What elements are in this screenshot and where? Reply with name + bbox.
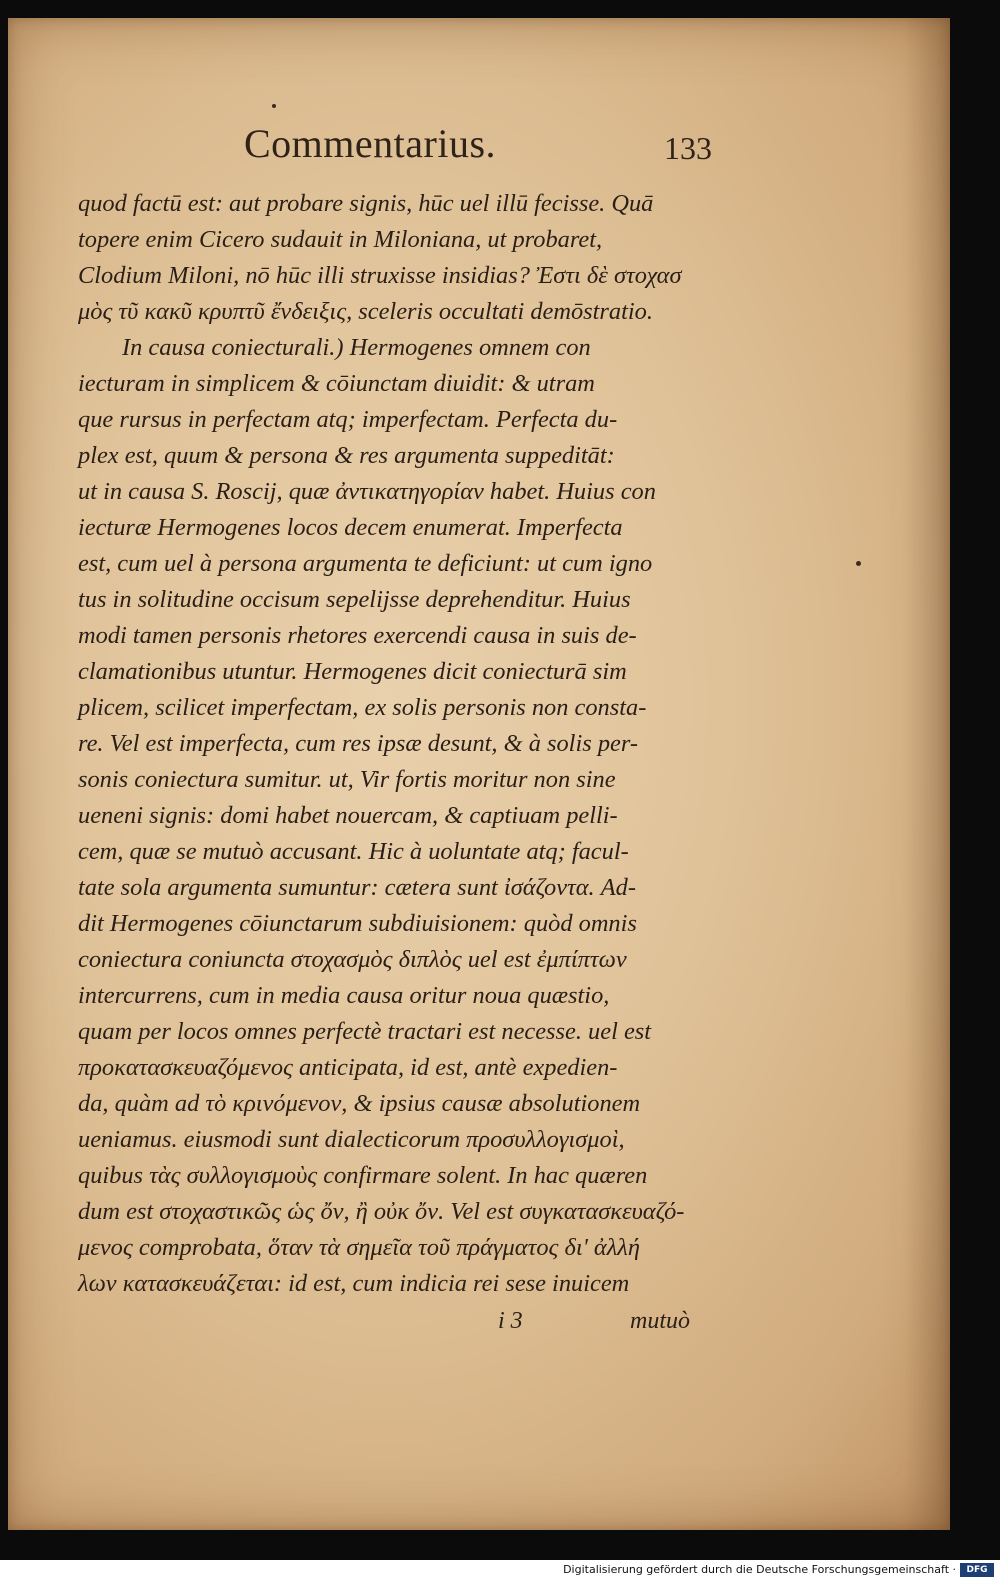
text-line: προκατασκευαζόμενος anticipata, id est, antè expedien- [78,1054,618,1081]
ink-speck [272,104,276,108]
text-line: cem, quæ se mutuò accusant. Hic à uoluntate atq; facul- [78,838,629,865]
dfg-logo[interactable]: DFG [960,1563,994,1577]
page-footer [498,1308,738,1338]
page-header [244,120,724,184]
text-line: plicem, scilicet imperfectam, ex solis personis non consta- [78,694,647,721]
text-line: λων κατασκευάζεται: id est, cum indicia rei sese inuicem [78,1270,630,1297]
text-line: dum est στοχαστικῶς ὡς ὄν, ἢ οὐκ ὄν. Vel est συγκατασκευαζό- [78,1198,685,1225]
text-line: ut in causa S. Roscij, quæ ἀντικατηγορίαν habet. Huius con [78,478,656,505]
body-text [78,186,718,1302]
text-line: re. Vel est imperfecta, cum res ipsæ desunt, & à solis per- [78,730,638,757]
text-line: coniectura coniuncta στοχασμὸς διπλὸς uel est ἐμπίπτων [78,946,627,973]
text-line: topere enim Cicero sudauit in Miloniana, ut probaret, [78,226,603,253]
text-line-paragraph-start: In causa coniecturali.) Hermogenes omnem con [122,334,591,361]
text-line: iecturam in simplicem & cōiunctam diuidit: & utram [78,370,595,397]
text-line: modi tamen personis rhetores exercendi causa in suis de- [78,622,637,649]
text-line: intercurrens, cum in media causa oritur noua quæstio, [78,982,610,1009]
text-line: μὸς τῦ κακῦ κρυπτῦ ἔνδειξις, sceleris occultati demōstratio. [78,298,653,325]
book-page [8,18,950,1530]
text-line: ueneni signis: domi habet nouercam, & captiuam pelli- [78,802,618,829]
text-line: quam per locos omnes perfectè tractari est necesse. uel est [78,1018,652,1045]
text-line: μενος comprobata, ὅταν τὰ σημεῖα τοῦ πράγματος δι' ἀλλή [78,1234,640,1261]
text-line: tus in solitudine occisum sepelijsse deprehenditur. Huius [78,586,631,613]
text-line: da, quàm ad τὸ κρινόμενον, & ipsius causæ absolutionem [78,1090,641,1117]
text-line: iecturæ Hermogenes locos decem enumerat. Imperfecta [78,514,623,541]
digitization-credit-bar [0,1560,1000,1581]
ink-speck [856,561,861,566]
credit-text: Digitalisierung gefördert durch die Deutsche Forschungsgemeinschaft · [563,1563,956,1576]
page-number: 133 [664,130,712,166]
page-gutter-shadow [904,18,950,1530]
catchword: mutuò [630,1308,690,1334]
text-line: sonis coniectura sumitur. ut, Vir fortis moritur non sine [78,766,616,793]
text-line: quod factū est: aut probare signis, hūc uel illū fecisse. Quā [78,190,654,217]
running-head: Commentarius. [244,121,497,166]
text-line: clamationibus utuntur. Hermogenes dicit coniecturā sim [78,658,627,685]
text-line: plex est, quum & persona & res argumenta suppeditāt: [78,442,615,469]
text-line: Clodium Miloni, nō hūc illi struxisse insidias? Ἐστι δὲ στοχασ [78,262,682,289]
signature-mark: i 3 [498,1308,523,1334]
text-line: que rursus in perfectam atq; imperfectam. Perfecta du- [78,406,618,433]
text-line: quibus τὰς συλλογισμοὺς confirmare solent. In hac quæren [78,1162,648,1189]
text-line: ueniamus. eiusmodi sunt dialecticorum προσυλλογισμοὶ, [78,1126,625,1153]
text-line: dit Hermogenes cōiunctarum subdiuisionem: quòd omnis [78,910,637,937]
text-line: tate sola argumenta sumuntur: cætera sunt ἰσάζοντα. Ad- [78,874,636,901]
text-line: est, cum uel à persona argumenta te deficiunt: ut cum igno [78,550,653,577]
